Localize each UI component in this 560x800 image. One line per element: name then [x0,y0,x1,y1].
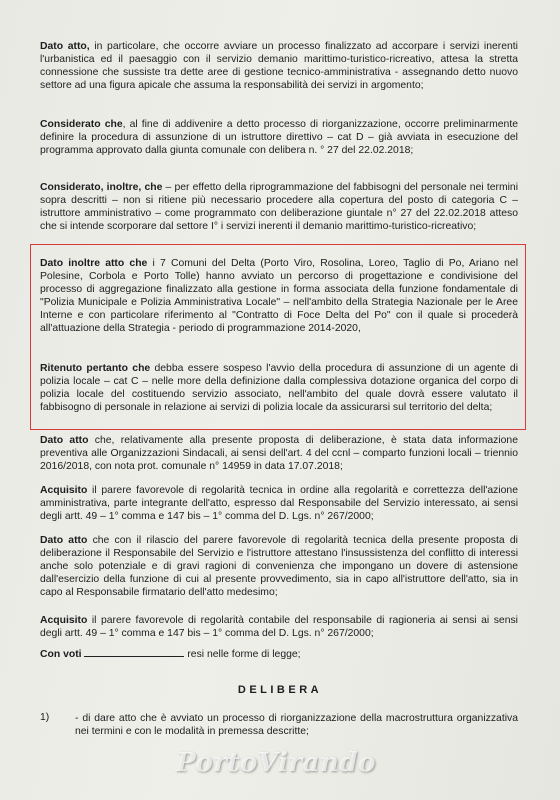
paragraph-acquisito-tecnica [40,484,518,523]
paragraph-ritenuto [40,362,518,414]
para-text: – per effetto della riprogrammazione del fabbisogni del personale nei termini sopra descritti – non si ritiene più necessario procedere alla copertura del posto di categoria C – istruttore amministrativo – come programmato con deliberazione giuntale n° 27 del 22.02.2018 atteso che si intende scorporare dal settore I° i servizi inerenti il demanio marittimo-turistico-ricreativo; [40,182,518,233]
item-text: - di dare atto che è avviato un processo di riorganizzazione della macrostruttura organizzativa nei termini e con le modalità in premessa descritte; [75,713,518,738]
paragraph-dato-atto-conflitto [40,534,518,599]
para-lead: Considerato, inoltre, che [40,182,163,193]
para-lead: Acquisito [40,615,88,626]
para-text: che, relativamente alla presente proposta di deliberazione, è stata data informazione preventiva alle Organizzazioni Sindacali, ai sensi dell'art. 4 del ccnl – comparto funzioni locali – triennio 2016/2018, con nota prot. comunale n° 14959 in data 17.07.2018; [40,435,518,473]
paragraph-dato-atto [40,40,518,92]
para-text: che con il rilascio del parere favorevole di regolarità tecnica della presente proposta di deliberazione il Responsabile del Servizio e l'istruttore attestano l'insussistenza del conflitto di interessi anche solo potenziale e di gravi ragioni di convenienza che impongano un dovere di astensione dall'esercizio della funzione di cui al presente provvedimento, sia in capo all'istruttore dell'atto, sia in capo al Responsabile firmatario dell'atto medesimo; [40,535,518,599]
paragraph-considerato [40,118,518,157]
para-text: in particolare, che occorre avviare un processo finalizzato ad accorpare i servizi inerenti l'urbanistica ed il paesaggio con il servizio demanio marittimo-turistico-ricreativo, attesa la stretta connessione che sussiste tra dette aree di gestione tecnico-amministrativa - assegnando detto nuovo settore ad una figura apicale che assuma la responsabilità dei servizi in argomento; [40,41,518,92]
para-lead: Dato inoltre atto che [40,258,148,269]
paragraph-considerato-inoltre [40,181,518,233]
para-lead: Dato atto [40,435,89,446]
para-lead: Dato atto, [40,41,90,52]
para-text: il parere favorevole di regolarità tecnica in ordine alla regolarità e correttezza dell'azione amministrativa, parte integrante dell'atto, espresso dal Responsabile del Servizio interessato, ai sensi degli artt. 49 – 1° comma e 147 bis – 1° comma del D. Lgs. n° 267/2000; [40,485,518,523]
paragraph-con-voti [40,647,518,661]
para-text: il parere favorevole di regolarità contabile del responsabile di ragioneria ai sensi ai sensi degli artt. 49 – 1° comma e 147 bis – 1° comma del D. Lgs. n° 267/2000; [40,615,518,640]
para-text: resi nelle forme di legge; [184,649,301,660]
paragraph-dato-inoltre-atto [40,257,518,336]
para-lead: Ritenuto pertanto che [40,363,151,374]
blank-line [84,647,184,657]
item-number: 1) [40,712,50,723]
para-lead: Con voti [40,649,82,660]
para-lead: Dato atto [40,535,88,546]
paragraph-dato-atto-sindacali [40,434,518,473]
para-text: i 7 Comuni del Delta (Porto Viro, Rosolina, Loreo, Taglio di Po, Ariano nel Polesine, Corbola e Porto Tolle) hanno avviato un percorso di progettazione e condivisione del processo di aggregazione finalizzato alla gestione in forma associata della funzione fondamentale di "Polizia Municipale e Polizia Amministrativa Locale" – nell'ambito della Strategia Nazionale per le Aree Interne e con particolare riferimento al "Contratto di Foce Delta del Po" con il quale si procederà all'attuazione della Strategia - periodo di programmazione 2014-2020, [40,258,519,335]
watermark-logo: PortoVirando [176,748,376,778]
para-text: , al fine di addivenire a detto processo di riorganizzazione, occorre preliminarmente definire la procedura di assunzione di un istruttore direttivo – cat D – già avviata in esecuzione del programma approvato dalla giunta comunale con delibera n. ° 27 del 22.02.2018; [40,119,519,157]
para-lead: Considerato che [40,119,123,130]
para-text: debba essere sospeso l'avvio della procedura di assunzione di un agente di polizia locale – cat C – nelle more della definizione dalla complessiva dotazione organica del corpo di polizia locale del costituendo servizio associato, nell'ambito del quale dovrà essere valutato il fabbisogno di personale in relazione ai servizi di polizia locale da assicurarsi sul territorio del delta; [40,363,519,414]
para-lead: Acquisito [40,485,88,496]
delibera-title: DELIBERA [237,684,323,696]
paragraph-acquisito-contabile [40,614,518,640]
